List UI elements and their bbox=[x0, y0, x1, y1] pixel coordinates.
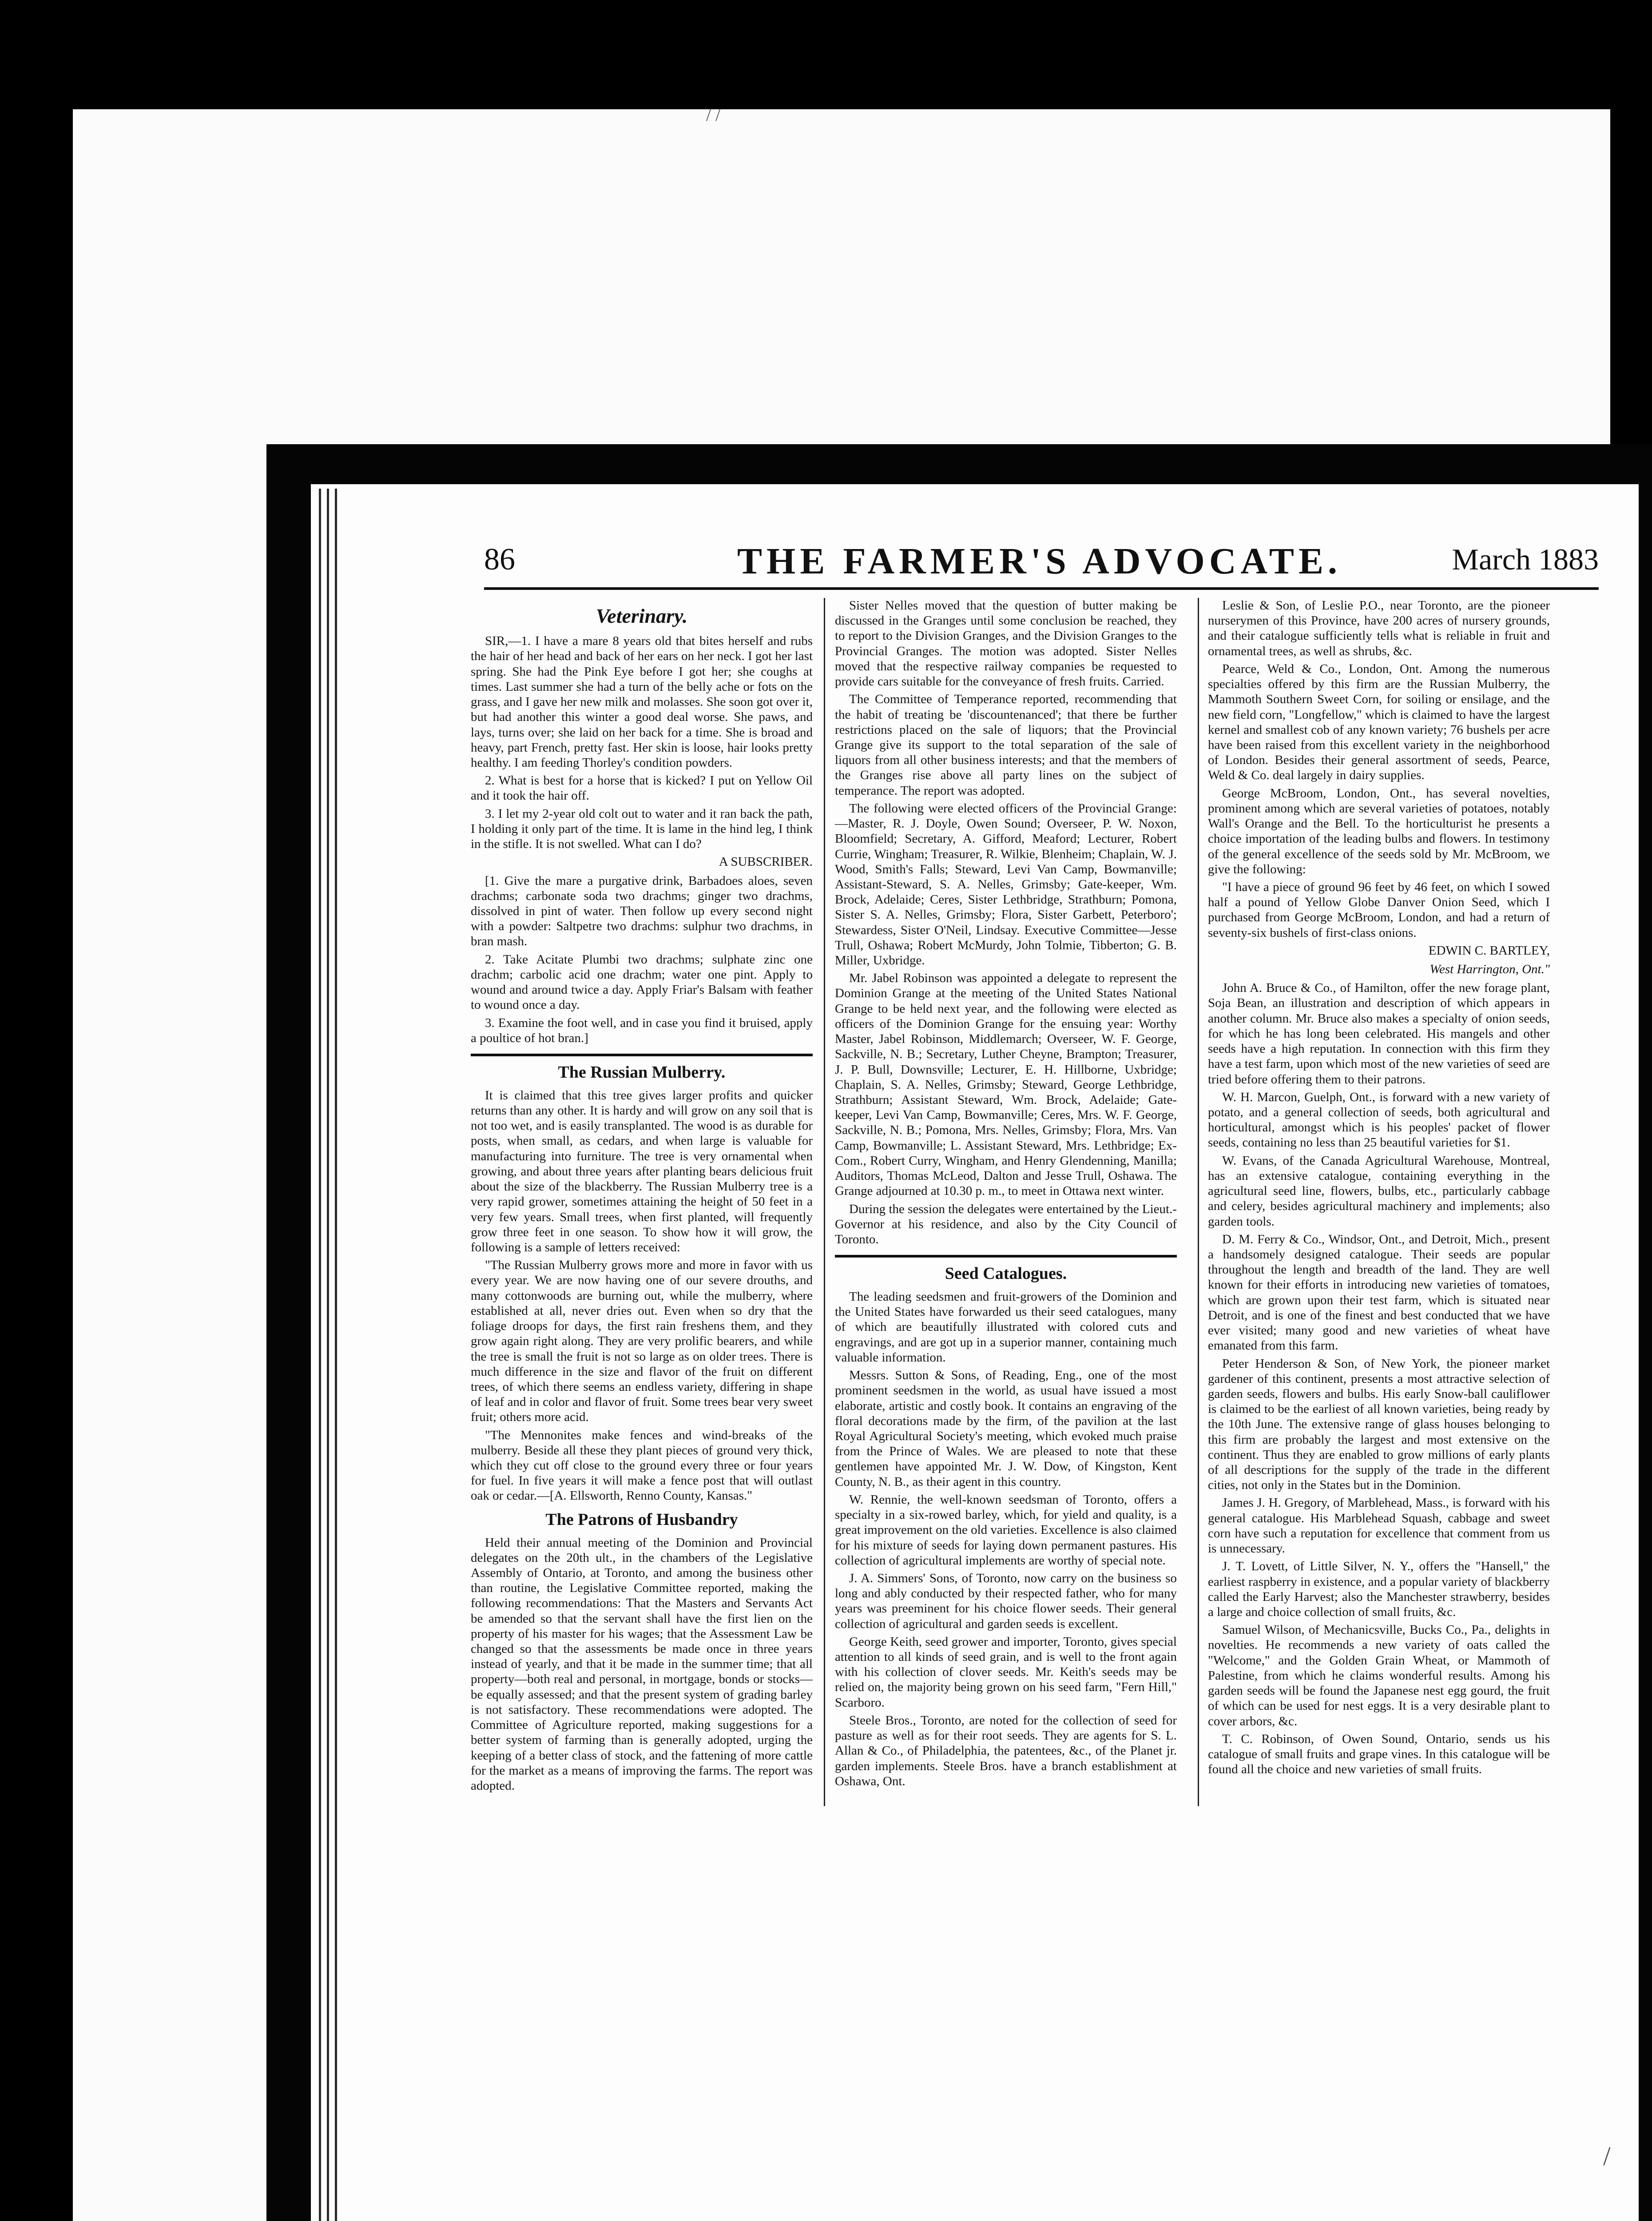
page-number: 86 bbox=[484, 542, 515, 577]
article-paragraph: W. H. Marcon, Guelph, Ont., is forward with a new variety of potato, and a general collection of seeds, both agricultural and horticultural, amongst which is his peoples' packet of flower seeds, containing no less than 25 beautiful varieties for $1. bbox=[1208, 1090, 1550, 1150]
page-edge-line bbox=[319, 489, 321, 2221]
article-paragraph: It is claimed that this tree gives larger profits and quicker returns than any other. It is hardy and will grow on any soil that is not too wet, and is easily transplanted. The wood is as durable for posts, when small, as cedars, and when large is valuable for manufacturing into furniture. The tree is very ornamental when growing, and about three years after planting bears delicious fruit about the size of the blackberry. The Russian Mulberry tree is a very rapid grower, sometimes attaining the height of 50 feet in a very few years. Small trees, when first planted, will frequently grow three feet in one season. To show how it will grow, the following is a sample of letters received: bbox=[471, 1088, 813, 1254]
article-paragraph: "The Mennonites make fences and wind-breaks of the mulberry. Beside all these they plant pieces of ground very thick, which they cut off close to the ground every three or four years for fuel. In five years it will make a fence post that will outlast oak or cedar.—[A. Ellsworth, Renno County, Kansas." bbox=[471, 1428, 813, 1503]
publication-title: THE FARMER'S ADVOCATE. bbox=[737, 541, 1342, 582]
column-3 bbox=[1208, 598, 1550, 1779]
article-paragraph: Samuel Wilson, of Mechanicsville, Bucks Co., Pa., delights in novelties. He recommends a new variety of oats called the "Welcome," and the Golden Grain Wheat, or Mammoth of Palestine, from which he claims wonderful results. Among his garden seeds will be found the Japanese nest egg gourd, the fruit of which can be used for nest eggs. It is a very desirable plant to cover arbors, &c. bbox=[1208, 1623, 1550, 1728]
article-paragraph: D. M. Ferry & Co., Windsor, Ont., and Detroit, Mich., present a handsomely designed catalogue. Their seeds are popular throughout the length and breadth of the land. They are well known for their efforts in introducing new varieties of tomatoes, which are grown upon their test farm, which is situated near Detroit, and is one of the finest and best conducted that we have ever visited; many good and new varieties of wheat have emanated from this farm. bbox=[1208, 1232, 1550, 1353]
scan-left-border bbox=[0, 109, 70, 2221]
scan-left-edge bbox=[70, 109, 73, 2221]
article-paragraph: Leslie & Son, of Leslie P.O., near Toronto, are the pioneer nurserymen of this Province, have 200 acres of nursery grounds, and their catalogue sufficiently tells what is reliable in fruit and ornamental trees, as well as shrubs, &c. bbox=[1208, 598, 1550, 658]
letter-paragraph: SIR,—1. I have a mare 8 years old that bites herself and rubs the hair of her head and back of her ears on her neck. I got her last spring. She had the Pink Eye before I got her; she coughs at times. Last summer she had a turn of the belly ache or fots on the grass, and I gave her new milk and molasses. She soon got over it, but had another this winter a good deal worse. She paws, and lays, turns over; she laid on her back for a time. She is broad and heavy, part French, pretty fast. Her skin is loose, hair looks pretty healthy. I am feeding Thorley's condition powders. bbox=[471, 634, 813, 770]
section-heading-mulberry: The Russian Mulberry. bbox=[558, 1063, 726, 1082]
article-paragraph: Steele Bros., Toronto, are noted for the collection of seed for pasture as well as for their root seeds. They are agents for S. L. Allan & Co., of Philadelphia, the patentees, &c., of the Planet jr. garden implements. Steele Bros. have a branch establishment at Oshawa, Ont. bbox=[835, 1713, 1177, 1788]
article-paragraph: Held their annual meeting of the Dominion and Provincial delegates on the 20th ult., in the chambers of the Legislative Assembly of Ontario, at Toronto, and among the business other than routine, the Legislative Committee reported, making the following recommendations: That the Masters and Servants Act be amended so that the servant shall have the first lien on the property of his master for his wages; that the Assessment Law be changed so that the assessments be made once in three years instead of yearly, and that it be made in the summer time; that all property—both real and personal, in mortgage, bonds or stocks—be equally assessed; and that the present system of grading barley is not satisfactory. These recommendations were adopted. The Committee of Agriculture reported, making suggestions for a better system of farming than is generally adopted, urging the keeping of a better class of stock, and the fattening of more cattle for the market as a means of improving the farms. The report was adopted. bbox=[471, 1535, 813, 1793]
letter-paragraph: 2. What is best for a horse that is kicked? I put on Yellow Oil and it took the hair off. bbox=[471, 773, 813, 803]
column-2 bbox=[835, 598, 1177, 1791]
article-paragraph: "The Russian Mulberry grows more and more in favor with us every year. We are now having one of our severe drouths, and many cottonwoods are burning out, while the mulberry, where established at all, never dries out. Even when so dry that the foliage droops for days, the first rain freshens them, and they grow again right along. They are very prolific bearers, and while the tree is small the fruit is not so large as on older trees. There is much difference in the size and flavor of the fruit on different trees, of which there seems an endless variety, differing in shape of leaf and in color and flavor of fruit. Some trees bear very sweet fruit; others more acid. bbox=[471, 1258, 813, 1425]
section-heading-seed-catalogues: Seed Catalogues. bbox=[945, 1264, 1067, 1283]
scan-top-border bbox=[0, 0, 1652, 109]
article-paragraph: W. Rennie, the well-known seedsman of Toronto, offers a specialty in a six-rowed barley, which, for yield and quality, is a great improvement on the old varieties. Excellence is also claimed for his mixture of seeds for laying down permanent pastures. His collection of agricultural implements are worthy of special note. bbox=[835, 1492, 1177, 1568]
reply-paragraph: 3. Examine the foot well, and in case you find it bruised, apply a poultice of hot bran.] bbox=[471, 1015, 813, 1045]
page-edge-line bbox=[335, 489, 337, 2221]
article-paragraph: Messrs. Sutton & Sons, of Reading, Eng., one of the most prominent seedsmen in the world, as usual have issued a most elaborate, artistic and costly book. It contains an engraving of the floral decorations made by the firm, of the pavilion at the last Royal Agricultural Society's meeting, which evoked much praise from the Prince of Wales. We are pleased to note that these gentlemen have appointed Mr. J. W. Dow, of Kingston, Kent County, N. B., as their agent in this country. bbox=[835, 1368, 1177, 1489]
section-divider bbox=[471, 1054, 813, 1056]
testimonial-signature-place: West Harrington, Ont." bbox=[1430, 962, 1550, 977]
article-paragraph: J. A. Simmers' Sons, of Toronto, now carry on the business so long and ably conducted by their respected father, who for many years was preeminent for his choice flower seeds. Their general collection of agricultural and garden seeds is excellent. bbox=[835, 1571, 1177, 1631]
reply-paragraph: 2. Take Acitate Plumbi two drachms; sulphate zinc one drachm; carbolic acid one drachm; water one pint. Apply to wound and around twice a day. Apply Friar's Balsam with feather to wound once a day. bbox=[471, 952, 813, 1012]
section-heading-patrons: The Patrons of Husbandry bbox=[545, 1510, 738, 1529]
letter-signature: A SUBSCRIBER. bbox=[719, 855, 813, 869]
testimonial-paragraph: "I have a piece of ground 96 feet by 46 feet, on which I sowed half a pound of Yellow Globe Danver Onion Seed, which I purchased from George McBroom, London, and had a return of seventy-six bushels of first-class onions. bbox=[1208, 880, 1550, 940]
column-1 bbox=[471, 598, 813, 1796]
section-divider bbox=[835, 1255, 1177, 1258]
header-rule bbox=[484, 587, 1599, 590]
section-heading-veterinary: Veterinary. bbox=[596, 605, 688, 627]
page-header bbox=[484, 537, 1599, 591]
article-paragraph: George McBroom, London, Ont., has several novelties, prominent among which are several varieties of potatoes, notably Wall's Orange and the Bell. To the horticulturist he presents a choice importation of the leading bulbs and flowers. In testimony of the general excellence of the seeds sold by Mr. McBroom, we give the following: bbox=[1208, 786, 1550, 876]
pencil-mark: / / bbox=[706, 105, 721, 125]
article-paragraph: During the session the delegates were entertained by the Lieut.-Governor at his residence, and also by the City Council of Toronto. bbox=[835, 1202, 1177, 1246]
article-paragraph: Mr. Jabel Robinson was appointed a delegate to represent the Dominion Grange at the meeting of the United States National Grange to be held next year, and the following were elected as officers of the Dominion Grange for the ensuing year: Worthy Master, Jabel Robinson, Middlemarch; Overseer, W. F. George, Sackville, N. B.; Secretary, Luther Cheyne, Brampton; Treasurer, J. P. Bull, Downsville; Lecturer, E. H. Hillborne, Uxbridge; Chaplain, S. A. Nelles, Grimsby; Steward, George Lethbridge, Strathburn; Assistant Steward, Wm. Brock, Adelaide; Gate-keeper, Levi Van Camp, Bowmanville; Ceres, Mrs. W. F. George, Sackville, N. B.; Pomona, Mrs. Nelles, Grimsby; Flora, Mrs. Van Camp, Bowmanville; L. Assistant Steward, Mrs. Lethbridge; Ex-Com., Robert Curry, Wingham, and Henry Glendenning, Manilla; Auditors, Thomas McLeod, Dalton and Jesse Trull, Oshawa. The Grange adjourned at 10.30 p. m., to meet in Ottawa next winter. bbox=[835, 971, 1177, 1198]
column-divider bbox=[824, 598, 825, 1806]
issue-date: March 1883 bbox=[1452, 542, 1599, 576]
pencil-mark: / bbox=[1603, 2141, 1611, 2171]
column-divider bbox=[1198, 598, 1199, 1806]
article-paragraph: W. Evans, of the Canada Agricultural Warehouse, Montreal, has an extensive catalogue, containing everything in the agricultural seed line, flowers, bulbs, etc., particularly cabbage and celery, besides agricultural machinery and implements; also garden tools. bbox=[1208, 1153, 1550, 1229]
testimonial-signature-name: EDWIN C. BARTLEY, bbox=[1428, 943, 1550, 958]
article-paragraph: The Committee of Temperance reported, recommending that the habit of treating be 'discountenanced'; that there be further restrictions placed on the sale of liquors; that the Provincial Grange give its support to the total separation of the sale of liquors from all other business interests; and that the members of the Granges rise above all party lines on the subject of temperance. The report was adopted. bbox=[835, 692, 1177, 798]
reply-paragraph: [1. Give the mare a purgative drink, Barbadoes aloes, seven drachms; carbonate soda two drachms; ginger two drachms, dissolved in pint of water. Then follow up every second night with a powder: Saltpetre two drachms: sulphur two drachms, in bran mash. bbox=[471, 873, 813, 949]
article-paragraph: T. C. Robinson, of Owen Sound, Ontario, sends us his catalogue of small fruits and grape vines. In this catalogue will be found all the choice and new varieties of small fruits. bbox=[1208, 1731, 1550, 1777]
article-paragraph: J. T. Lovett, of Little Silver, N. Y., offers the "Hansell," the earliest raspberry in existence, and a popular variety of blackberry called the Early Harvest; also the Manchester strawberry, besides a large and choice collection of small fruits, &c. bbox=[1208, 1559, 1550, 1619]
article-paragraph: Sister Nelles moved that the question of butter making be discussed in the Granges until some conclusion be reached, they to report to the Division Granges, and the Division Granges to the Provincial Granges. The motion was adopted. Sister Nelles moved that the respective railway companies be requested to provide cars suitable for the conveyance of fresh fruits. Carried. bbox=[835, 598, 1177, 689]
article-paragraph: The following were elected officers of the Provincial Grange:—Master, R. J. Doyle, Owen Sound; Overseer, P. W. Noxon, Bloomfield; Secretary, A. Gifford, Meaford; Lecturer, Robert Currie, Wingham; Treasurer, R. Wilkie, Blenheim; Chaplain, W. J. Wood, Smith's Falls; Steward, Levi Van Camp, Bowmanville; Assistant-Steward, S. A. Nelles, Grimsby; Gate-keeper, Wm. Brock, Adelaide; Ceres, Sister Lethbridge, Strathburn; Pomona, Sister S. A. Nelles, Grimsby; Flora, Sister Garbett, Peterboro'; Stewardess, Sister O'Neil, Lindsay. Executive Committee—Jesse Trull, Oshawa; Robert McMurdy, John Tolmie, Tibberton; G. B. Miller, Uxbridge. bbox=[835, 801, 1177, 968]
letter-paragraph: 3. I let my 2-year old colt out to water and it ran back the path, I holding it only part of the time. It is lame in the hind leg, I think in the stifle. It is not swelled. What can I do? bbox=[471, 806, 813, 852]
article-paragraph: James J. H. Gregory, of Marblehead, Mass., is forward with his general catalogue. His Marblehead Squash, cabbage and sweet corn have such a reputation for excellence that comment from us is unnecessary. bbox=[1208, 1496, 1550, 1556]
page-edge-line bbox=[327, 489, 329, 2221]
article-paragraph: Peter Henderson & Son, of New York, the pioneer market gardener of this continent, presents a most attractive selection of garden seeds, flowers and bulbs. His early Snow-ball cauliflower is claimed to be the earliest of all known varieties, being ready by the 10th June. The extensive range of glass houses belonging to this firm are probably the largest and most extensive on the continent. Thus they are enabled to grow millions of early plants of all descriptions for the supply of the trade in the different cities, not only in the States but in the Dominion. bbox=[1208, 1356, 1550, 1493]
article-paragraph: George Keith, seed grower and importer, Toronto, gives special attention to all kinds of seed grain, and is well to the front again with his collection of clover seeds. Mr. Keith's seeds may be relied on, the majority being grown on his seed farm, "Fern Hill," Scarboro. bbox=[835, 1634, 1177, 1710]
article-paragraph: The leading seedsmen and fruit-growers of the Dominion and the United States have forwarded us their seed catalogues, many of which are beautifully illustrated with colored cuts and engravings, and are got up in a superior manner, containing much valuable information. bbox=[835, 1290, 1177, 1365]
article-paragraph: John A. Bruce & Co., of Hamilton, offer the new forage plant, Soja Bean, an illustration and description of which appears in another column. Mr. Bruce also makes a specialty of onion seeds, for which he has long been celebrated. His mangels and other seeds have a high reputation. In connection with this firm they have a test farm, upon which most of the new varieties of seed are tried before offering them to their patrons. bbox=[1208, 981, 1550, 1087]
article-paragraph: Pearce, Weld & Co., London, Ont. Among the numerous specialties offered by this firm are the Russian Mulberry, the Mammoth Southern Sweet Corn, for soiling or ensilage, and the new field corn, "Longfellow," which is claimed to have the largest kernel and smallest cob of any known variety; 76 bushels per acre have been raised from this excellent variety in the neighborhood of London. Besides their general assortment of seeds, Pearce, Weld & Co. deal largely in dairy supplies. bbox=[1208, 661, 1550, 783]
